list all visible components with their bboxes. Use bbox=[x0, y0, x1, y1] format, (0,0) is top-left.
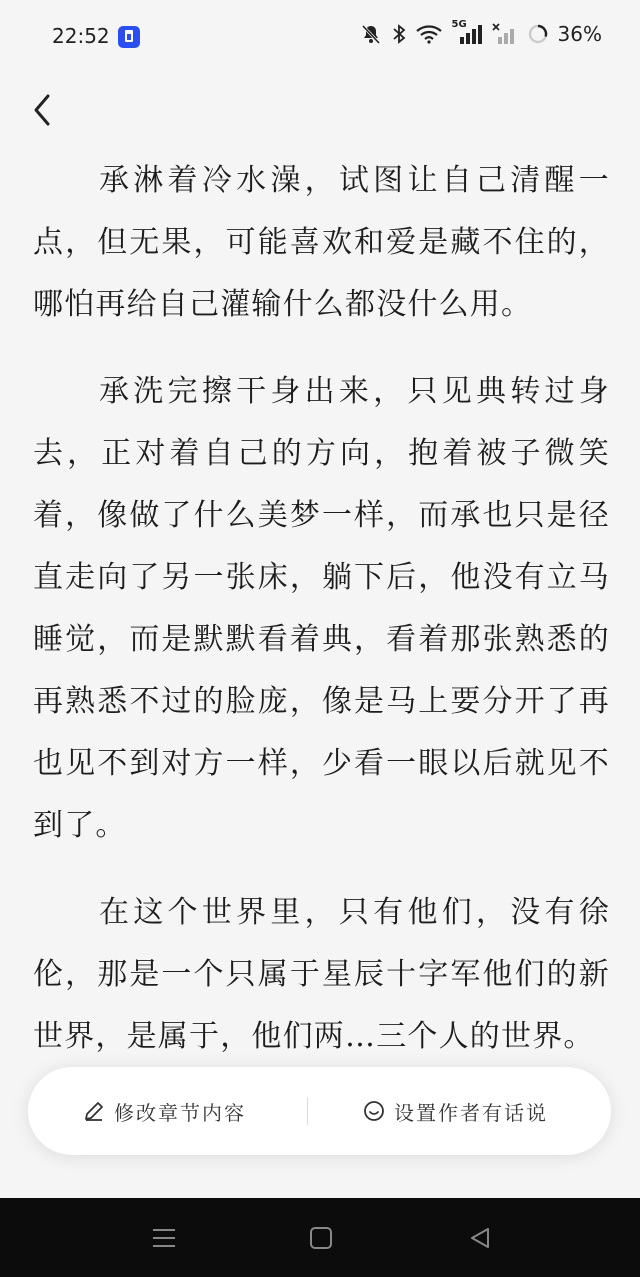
battery-percentage: 36% bbox=[557, 22, 602, 46]
chevron-left-icon bbox=[28, 92, 60, 128]
status-time: 22:52 bbox=[52, 24, 110, 48]
bluetooth-icon bbox=[392, 23, 406, 45]
edit-chapter-button[interactable] bbox=[82, 1067, 246, 1155]
edit-chapter-label: 修改章节内容 bbox=[114, 1100, 246, 1125]
home-button[interactable] bbox=[291, 1198, 351, 1277]
signal-strength-secondary-icon bbox=[492, 23, 518, 45]
system-nav-bar bbox=[0, 1198, 640, 1277]
status-icons bbox=[360, 19, 602, 46]
author-note-button[interactable] bbox=[362, 1067, 548, 1155]
mute-bell-icon bbox=[360, 23, 382, 45]
home-square-icon bbox=[309, 1226, 333, 1250]
paragraph: 承洗完擦干身出来，只见典转过身去，正对着自己的方向，抱着被子微笑着，像做了什么美梦一样，而承也只是径直走向了另一张床，躺下后，他没有立马睡觉，而是默默看着典，看着那张熟悉的再熟悉不过的脸庞，像是马上要分开了再也见不到对方一样，少看一眼以后就见不到了。 bbox=[33, 374, 610, 843]
pencil-icon bbox=[82, 1099, 106, 1123]
back-nav-button[interactable] bbox=[450, 1198, 510, 1277]
divider bbox=[307, 1097, 308, 1125]
wifi-icon bbox=[416, 24, 442, 44]
status-bar bbox=[0, 0, 640, 72]
paragraph: 承淋着冷水澡，试图让自己清醒一点，但无果，可能喜欢和爱是藏不住的，哪怕再给自己灌输什么都没什么用。 bbox=[33, 163, 610, 322]
chapter-actions-bar bbox=[28, 1067, 611, 1155]
author-note-label: 设置作者有话说 bbox=[394, 1100, 548, 1125]
chapter-content bbox=[33, 150, 610, 1200]
signal-strength-icon bbox=[452, 23, 482, 45]
back-button[interactable] bbox=[28, 92, 60, 128]
app-notification-icon bbox=[118, 26, 140, 48]
paragraph: 在这个世界里，只有他们，没有徐伦，那是一个只属于星辰十字军他们的新世界，是属于，他们两…三个人的世界。 bbox=[33, 895, 610, 1054]
smile-chat-icon bbox=[362, 1099, 386, 1123]
battery-ring-icon bbox=[528, 24, 548, 44]
recent-apps-button[interactable] bbox=[134, 1198, 194, 1277]
triangle-back-icon bbox=[468, 1226, 492, 1250]
network-type: 5G bbox=[452, 23, 482, 45]
menu-icon bbox=[152, 1227, 176, 1249]
